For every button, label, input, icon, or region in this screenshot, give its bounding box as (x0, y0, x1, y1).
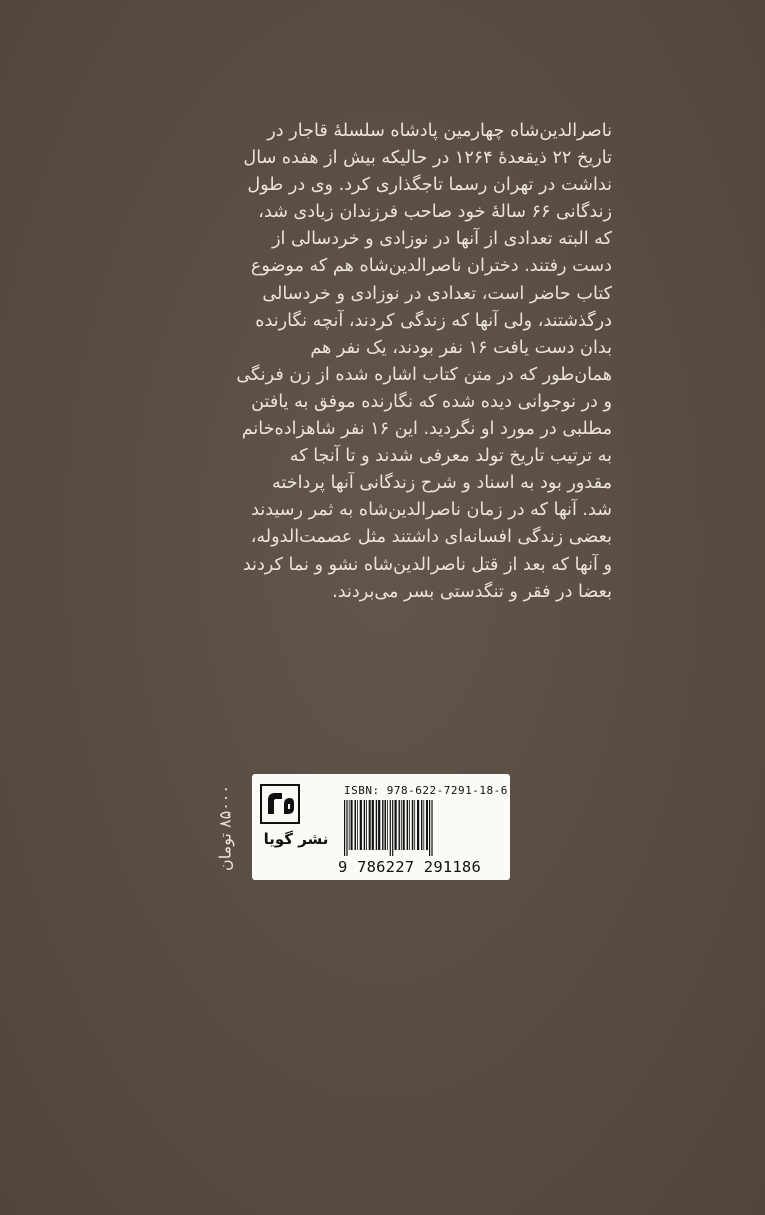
blurb-line: مطلبی در مورد او نگردید. این ۱۶ نفر شاهزاده‌خانم (241, 419, 612, 440)
barcode-label (252, 774, 510, 880)
isbn-text: ISBN: 978-622-7291-18-6 (344, 784, 508, 797)
publisher-name: نشر گویا (263, 830, 329, 848)
blurb-line: همان‌طور که در متن کتاب اشاره شده از زن فرنگی (236, 364, 612, 385)
blurb-line: تاریخ ۲۲ ذیقعدهٔ ۱۲۶۴ در حالیکه بیش از هفده سال (243, 148, 612, 169)
blurb-line: بعضی زندگی افسانه‌ای داشتند مثل عصمت‌الدوله، (250, 527, 612, 548)
price-label (205, 773, 245, 883)
publisher-logo-icon (260, 784, 300, 824)
blurb-line: و در نوجوانی دیده شده که نگارنده موفق به یافتن (251, 391, 612, 412)
blurb-line: مقدور بود به اسناد و شرح زندگانی آنها پرداخته (271, 473, 612, 494)
blurb-line: درگذشتند، ولی آنها که زندگی کردند، آنچه نگارنده (255, 310, 612, 331)
price-text: ۸۵۰۰۰ تومان (215, 785, 235, 871)
blurb-line: بدان دست یافت ۱۶ نفر بودند، یک نفر هم (310, 337, 612, 358)
barcode (342, 800, 502, 856)
blurb-line: بعضا در فقر و تنگدستی بسر می‌بردند. (332, 581, 612, 602)
blurb-line: و آنها که بعد از قتل ناصرالدین‌شاه نشو و نما کردند (242, 554, 612, 575)
blurb-line: دست رفتند. دختران ناصرالدین‌شاه هم که موضوع (250, 256, 612, 277)
barcode-number: 9 786227 291186 (338, 858, 481, 876)
blurb-line: به ترتیب تاریخ تولد معرفی شدند و تا آنجا که (289, 446, 612, 467)
blurb-line: نداشت در تهران رسما تاجگذاری کرد. وی در طول (247, 175, 612, 196)
blurb-line: کتاب حاضر است، تعدادی در نوزادی و خردسالی (262, 283, 612, 304)
blurb-line: زندگانی ۶۶ سالهٔ خود صاحب فرزندان زیادی شد، (258, 202, 612, 223)
blurb-text (150, 118, 612, 606)
blurb-line: ناصرالدین‌شاه چهارمین پادشاه سلسلهٔ قاجار در (267, 121, 612, 141)
blurb-line: که البته تعدادی از آنها در نوزادی و خردسالی از (272, 229, 612, 250)
blurb-line: شد. آنها که در زمان ناصرالدین‌شاه به ثمر رسیدند (251, 500, 612, 521)
